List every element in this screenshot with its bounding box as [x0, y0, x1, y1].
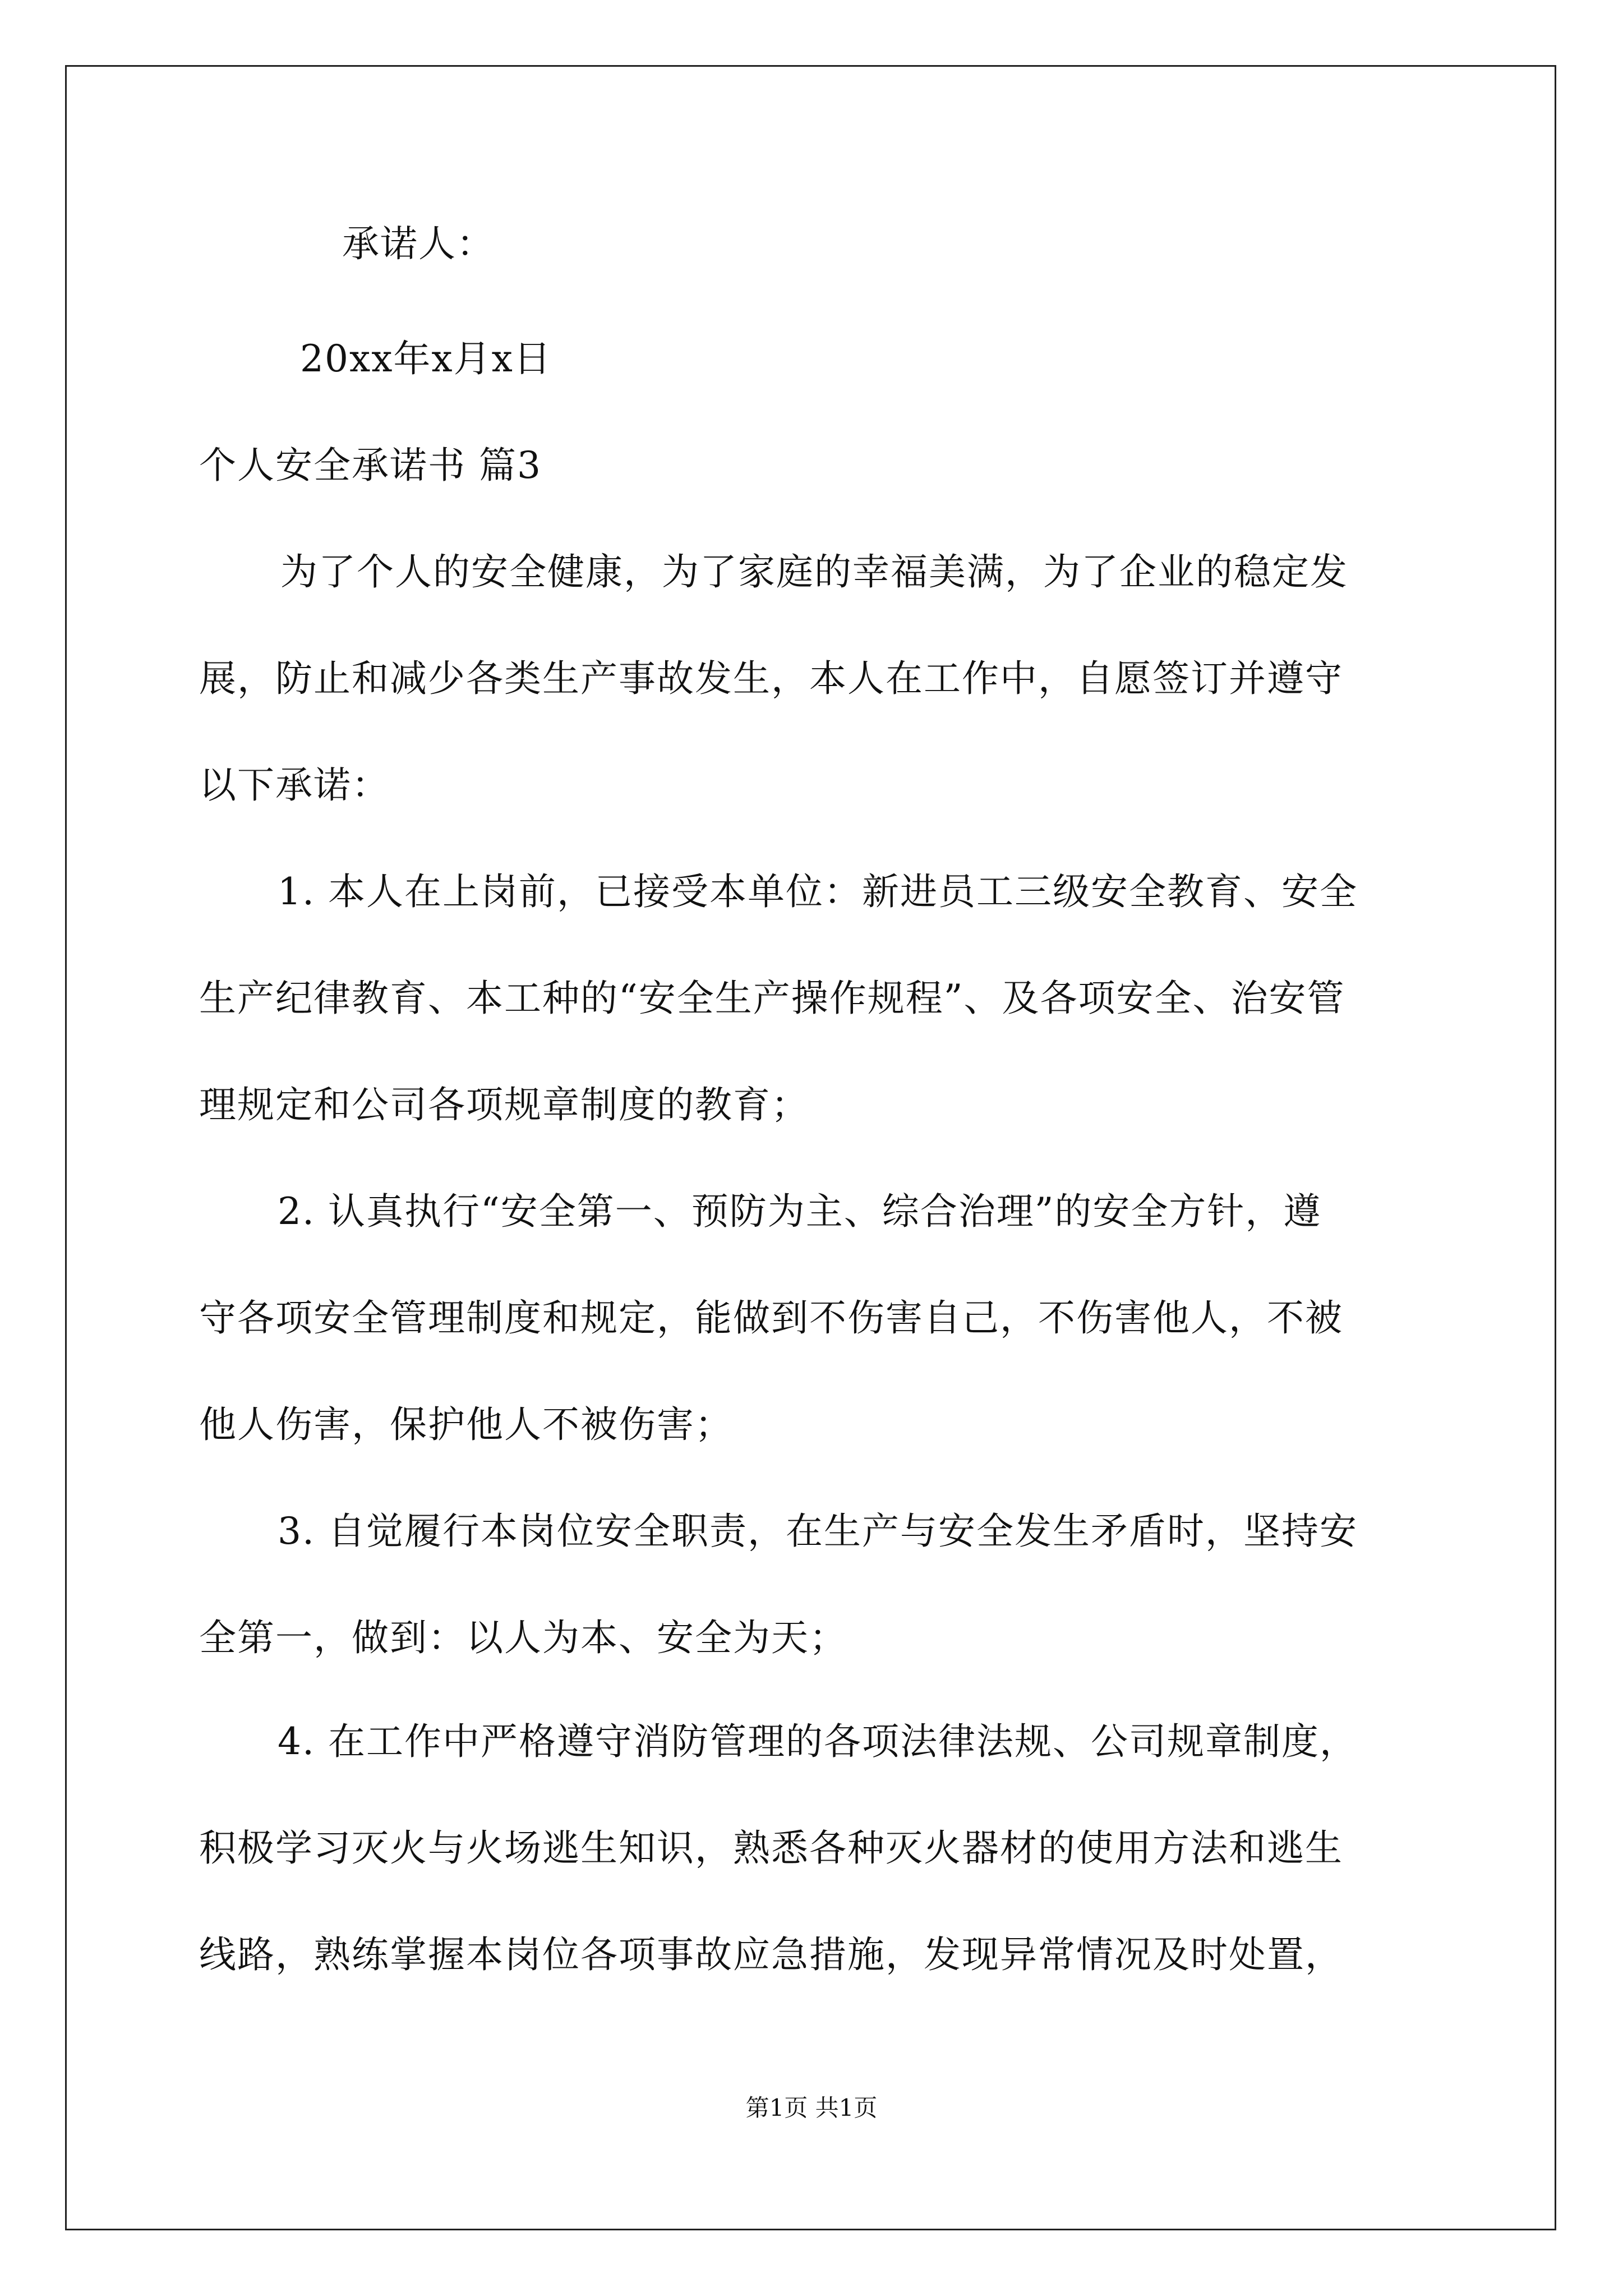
page-border [65, 65, 1556, 2230]
item4-line-2: 积极学习灭火与火场逃生知识，熟悉各种灭火器材的使用方法和逃生 [199, 1826, 1343, 1870]
item1-line-2: 生产纪律教育、本工种的“安全生产操作规程”、及各项安全、治安管 [199, 977, 1345, 1020]
item4-line-1: 4. 在工作中严格遵守消防管理的各项法律法规、公司规章制度， [278, 1720, 1358, 1763]
item1-line-1: 1. 本人在上岗前，已接受本单位：新进员工三级安全教育、安全 [278, 870, 1358, 913]
intro-line-2: 展，防止和减少各类生产事故发生，本人在工作中，自愿签订并遵守 [199, 657, 1343, 700]
item1-line-3: 理规定和公司各项规章制度的教育； [199, 1083, 809, 1126]
signature-label: 承诺人： [342, 222, 495, 265]
item2-line-1: 2. 认真执行“安全第一、预防为主、综合治理”的安全方针，遵 [278, 1190, 1322, 1233]
item2-line-2: 守各项安全管理制度和规定，能做到不伤害自己，不伤害他人，不被 [199, 1296, 1343, 1340]
item2-line-3: 他人伤害，保护他人不被伤害； [199, 1403, 733, 1446]
item3-line-1: 3. 自觉履行本岗位安全职责，在生产与安全发生矛盾时，坚持安 [278, 1510, 1358, 1553]
date-line: 20xx年x月x日 [300, 337, 552, 380]
intro-line-3: 以下承诺： [199, 763, 390, 807]
page-footer: 第1页 共1页 [745, 2094, 878, 2122]
item4-line-3: 线路，熟练掌握本岗位各项事故应急措施，发现异常情况及时处置， [199, 1933, 1343, 1976]
section-title: 个人安全承诺书 篇3 [199, 444, 542, 487]
intro-line-1: 为了个人的安全健康，为了家庭的幸福美满，为了企业的稳定发 [280, 550, 1348, 593]
item3-line-2: 全第一，做到：以人为本、安全为天； [199, 1616, 847, 1659]
